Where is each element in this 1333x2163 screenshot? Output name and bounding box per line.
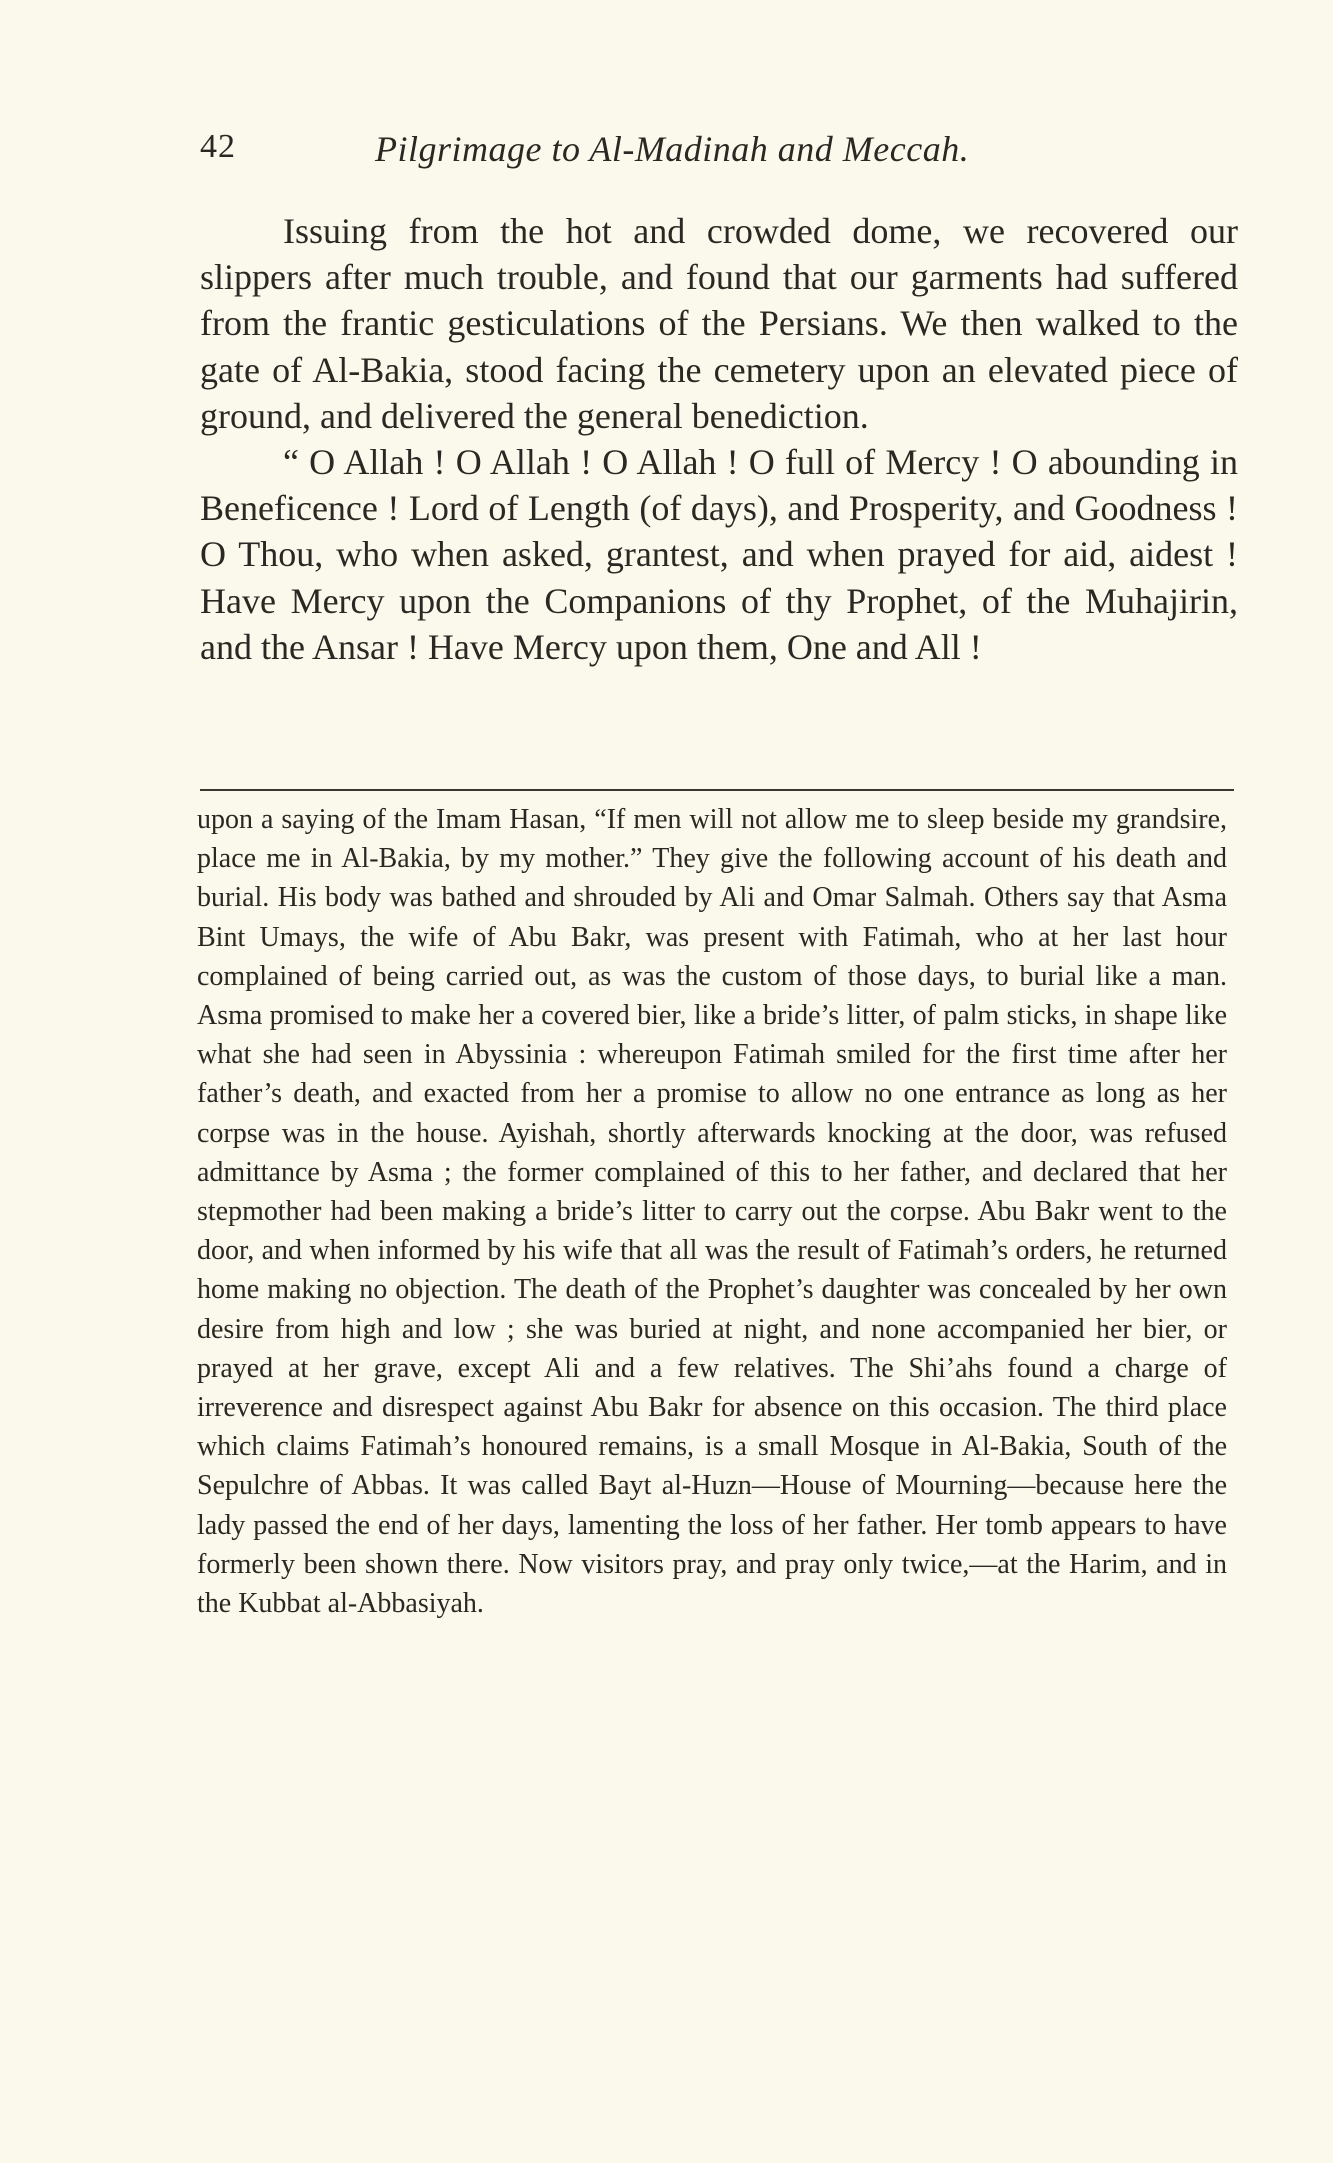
main-text bbox=[200, 208, 1238, 670]
footnote-rule bbox=[200, 789, 1234, 791]
running-title: Pilgrimage to Al-Madinah and Meccah. bbox=[375, 129, 970, 169]
footnote bbox=[197, 800, 1227, 1623]
page-number: 42 bbox=[200, 128, 236, 165]
main-paragraph-2: “ O Allah ! O Allah ! O Allah ! O full of Mercy ! O abounding in Beneficence ! Lord of Length (of days), and Prosperity, and Goodness ! O Thou, who when asked, grantest, and when prayed for aid, aidest ! Have Mercy upon the Companions of thy Prophet, of the Muhajirin, and the Ansar ! Have Mercy upon them, One and All ! bbox=[200, 442, 1238, 667]
running-head bbox=[200, 128, 1240, 178]
main-paragraph-1: Issuing from the hot and crowded dome, we recovered our slippers after much trouble, and found that our garments had suffered from the frantic gesticulations of the Persians. We then walked to the gate of Al-Bakia, stood facing the cemetery upon an elevated piece of ground, and delivered the general benediction. bbox=[200, 211, 1238, 436]
footnote-paragraph: upon a saying of the Imam Hasan, “If men will not allow me to sleep beside my grandsire, place me in Al-Bakia, by my mother.” They give the following account of his death and burial. His body was bathed and shrouded by Ali and Omar Salmah. Others say that Asma Bint Umays, the wife of Abu Bakr, was present with Fatimah, who at her last hour complained of being carried out, as was the custom of those days, to burial like a man. Asma promised to make her a covered bier, like a bride’s litter, of palm sticks, in shape like what she had seen in Abyssinia : whereupon Fatimah smiled for the first time after her father’s death, and exacted from her a promise to allow no one entrance as long as her corpse was in the house. Ayishah, shortly afterwards knocking at the door, was refused admittance by Asma ; the former complained of this to her father, and declared that her stepmother had been making a bride’s litter to carry out the corpse. Abu Bakr went to the door, and when informed by his wife that all was the result of Fatimah’s orders, he returned home making no objection. The death of the Prophet’s daughter was concealed by her own desire from high and low ; she was buried at night, and none accompanied her bier, or prayed at her grave, except Ali and a few relatives. The Shi’ahs found a charge of irreverence and disrespect against Abu Bakr for absence on this occasion. The third place which claims Fatimah’s honoured remains, is a small Mosque in Al-Bakia, South of the Sepulchre of Abbas. It was called Bayt al-Huzn—House of Mourning—because here the lady passed the end of her days, lamenting the loss of her father. Her tomb appears to have formerly been shown there. Now visitors pray, and pray only twice,—at the Harim, and in the Kubbat al-Abbasiyah. bbox=[197, 804, 1227, 1620]
